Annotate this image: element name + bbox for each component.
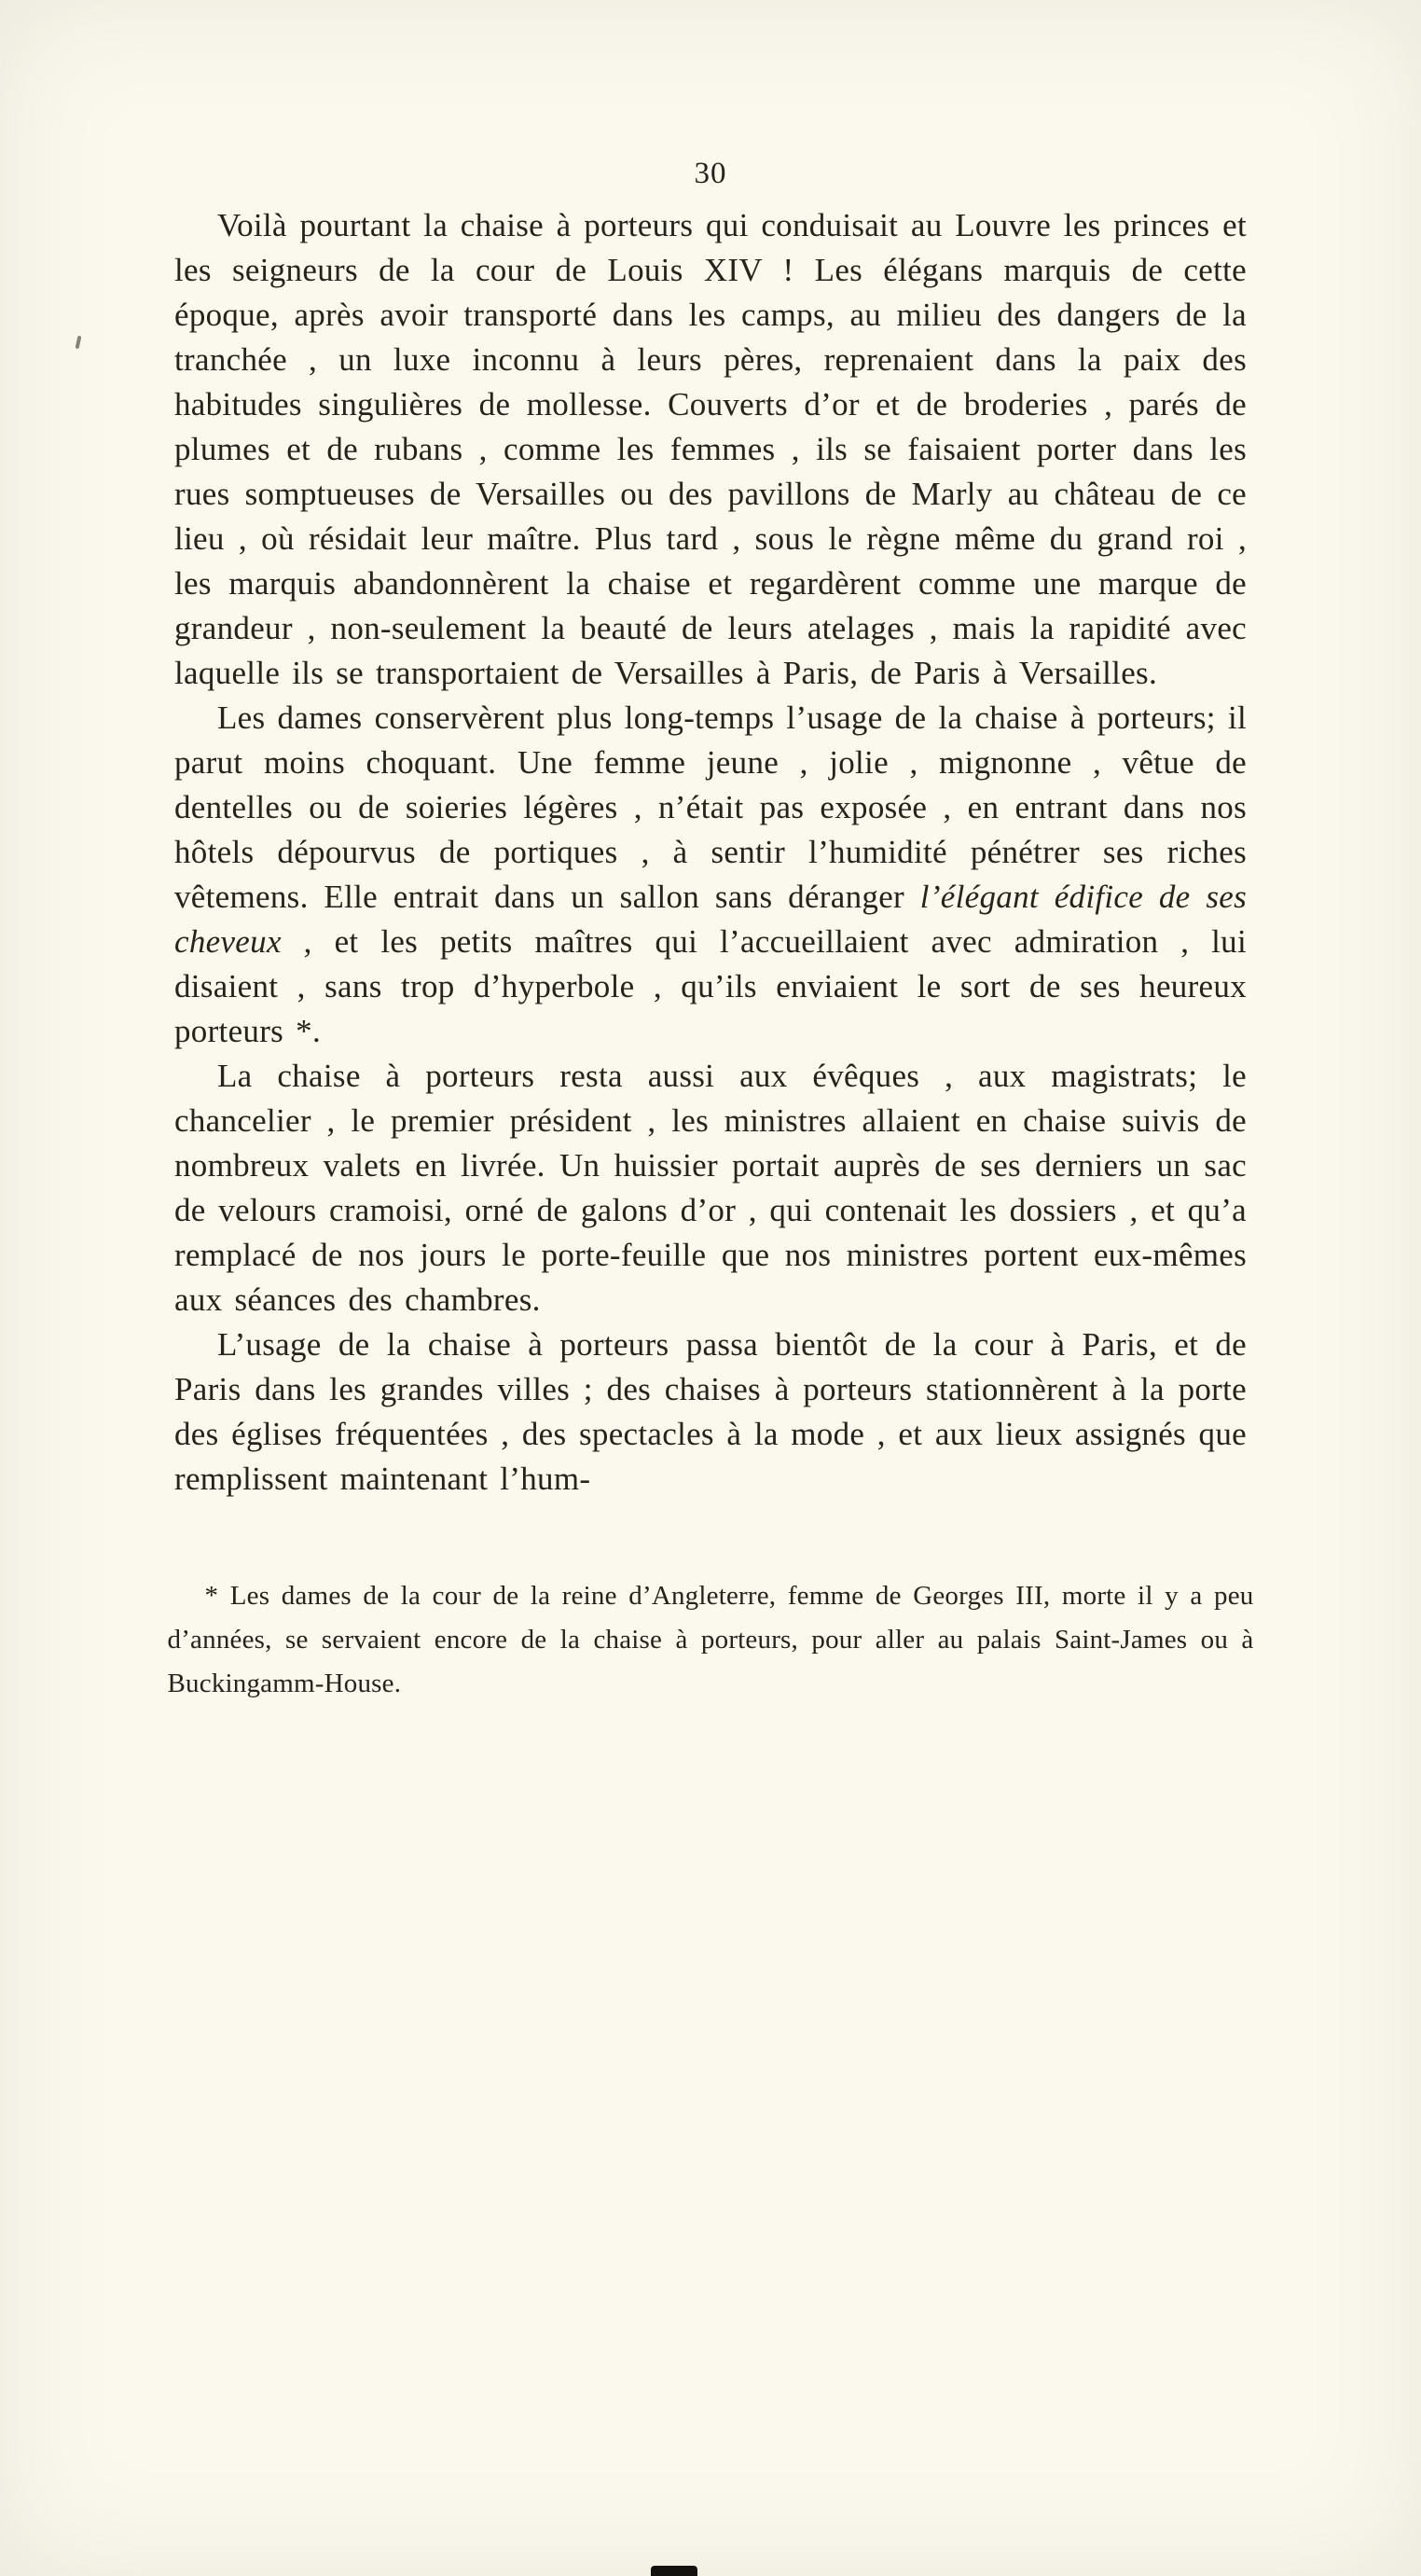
paragraph-2-italic-phrase: l’élégant édifice de ses cheveux bbox=[174, 879, 1248, 960]
page-number: 30 bbox=[694, 157, 727, 190]
paragraph-1: Voilà pourtant la chaise à porteurs qui conduisait au Louvre les princes et les seigneurs de la cour de Louis XIV ! Les élégans marquis de cette époque, après avoir transporté dans les camps, au milieu des dangers de la tranchée , un luxe inconnu à leurs pères, reprenaient dans la paix des habitudes singulières de mollesse. Couverts d’or et de broderies , parés de plumes et de rubans , comme les femmes , ils se faisaient porter dans les rues somptueuses de Versailles ou des pavillons de Marly au château de ce lieu , où résidait leur maître. Plus tard , sous le règne même du grand roi , les marquis abandonnèrent la chaise et regardèrent comme une marque de grandeur , non-seulement la beauté de leurs atelages , mais la rapidité avec laquelle ils se transportaient de Versailles à Paris, de Paris à Versailles. bbox=[174, 207, 1247, 691]
paragraph-2-text: Les dames conservèrent plus long-temps l’usage de la chaise à porteurs; il parut moins choquant. Une femme jeune , jolie , mignonne , vêtue de dentelles ou de soieries légères , n’était pas exposée , en entrant dans nos hôtels dépourvus de portiques , à sentir l’humidité pénétrer ses riches vêtemens. Elle entrait dans un sallon sans déranger bbox=[174, 699, 1247, 915]
paragraph-3: La chaise à porteurs resta aussi aux évêques , aux magistrats; le chancelier , le premier président , les ministres allaient en chaise suivis de nombreux valets en livrée. Un huissier portait auprès de ses derniers un sac de velours cramoisi, orné de galons d’or , qui contenait les dossiers , et qu’a remplacé de nos jours le porte-feuille que nos ministres portent eux-mêmes aux séances des chambres. bbox=[174, 1058, 1247, 1318]
paragraph-2-text-after: , et les petits maîtres qui l’accueillaient avec admiration , lui disaient , sans trop d’hyperbole , qu’ils enviaient le sort de ses heureux porteurs *. bbox=[174, 923, 1247, 1049]
footnote: * Les dames de la cour de la reine d’Angleterre, femme de Georges III, morte il y a peu d’années, se servaient encore de la chaise à porteurs, pour aller au palais Saint-James ou à Buckingamm-House. bbox=[167, 1581, 1254, 1698]
paragraph-4: L’usage de la chaise à porteurs passa bientôt de la cour à Paris, et de Paris dans les grandes villes ; des chaises à porteurs stationnèrent à la porte des églises fréquentées , des spectacles à la mode , et aux lieux assignés que remplissent maintenant l’hum- bbox=[174, 1326, 1247, 1497]
scan-speck-artifact bbox=[76, 336, 82, 350]
scan-edge-artifact bbox=[651, 2566, 697, 2576]
paragraph-2 bbox=[174, 696, 1247, 1054]
main-text-block bbox=[174, 203, 1247, 1502]
